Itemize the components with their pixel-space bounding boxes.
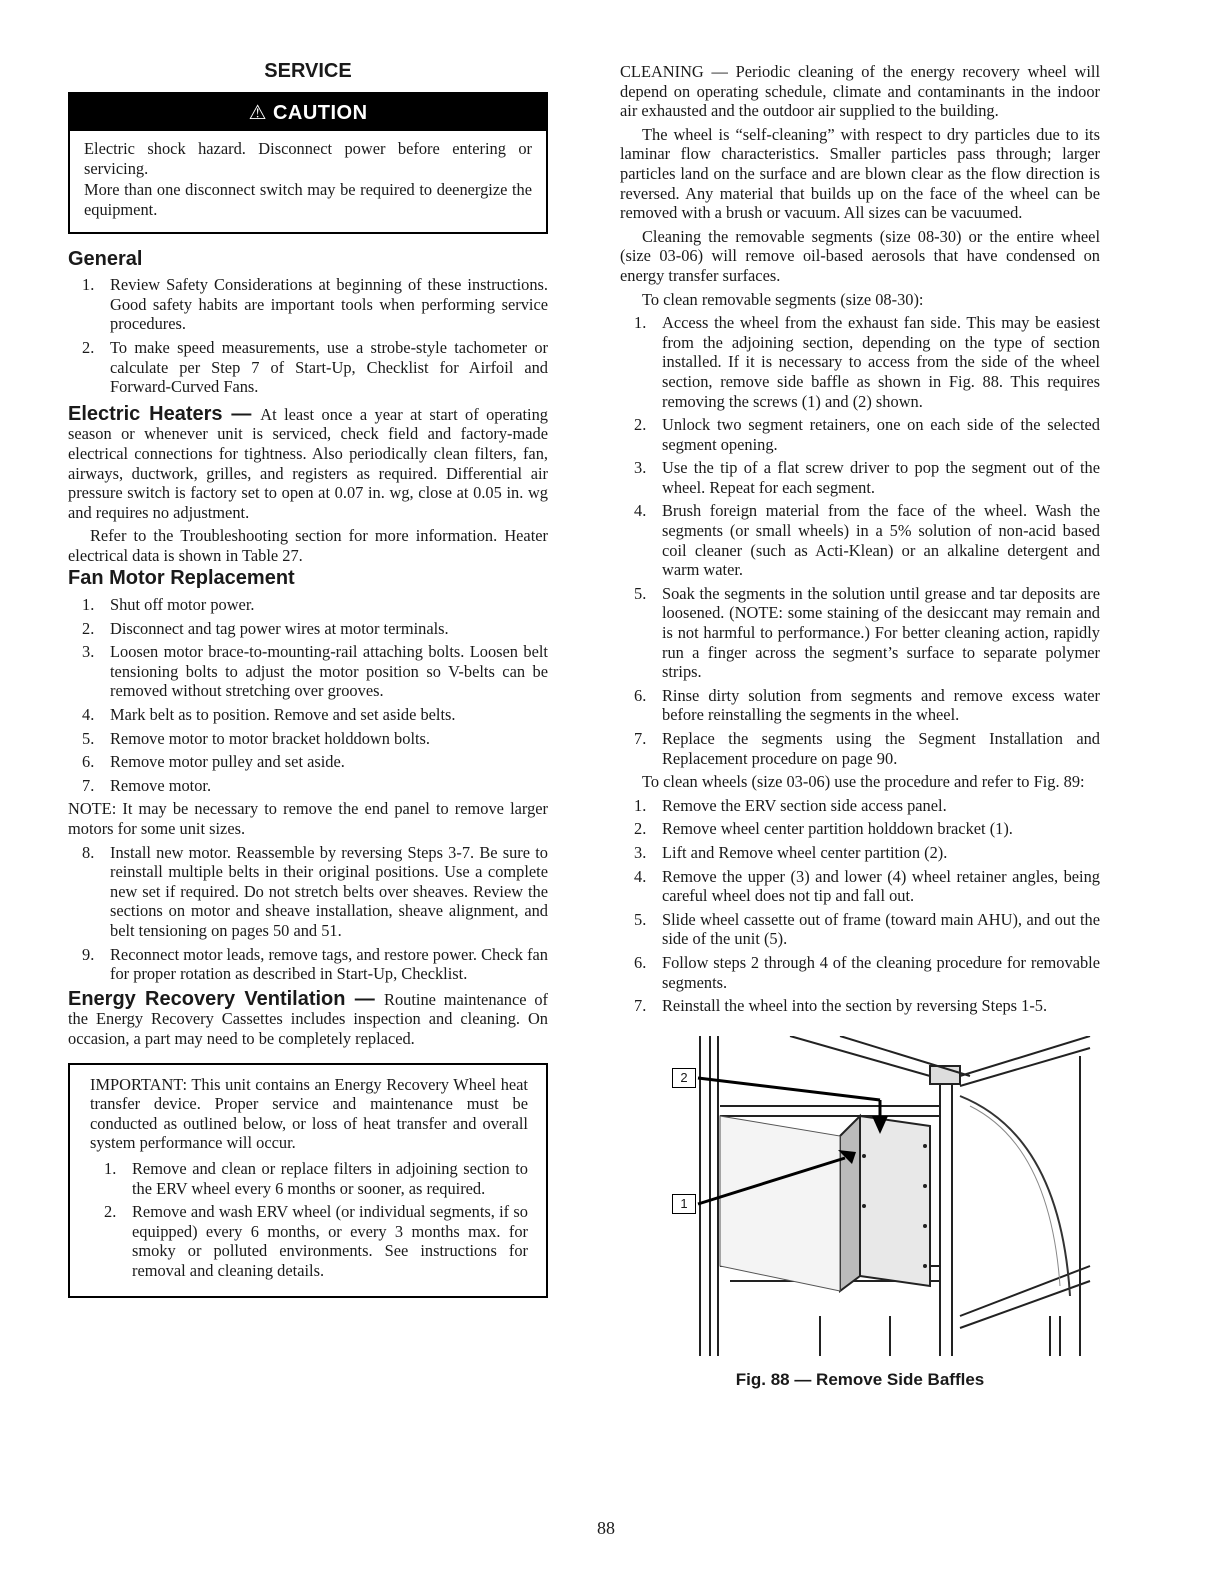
electric-heaters-heading: Electric Heaters xyxy=(68,402,223,425)
list-item: 5. Remove motor to motor bracket holddown bolts. xyxy=(82,728,431,748)
section-title: SERVICE xyxy=(264,60,352,82)
list-item: 2. Disconnect and tag power wires at motor terminals. xyxy=(82,618,449,638)
list-item: 1. Review Safety Considerations at beginning of these instructions. Good safety habits are important tools when performing service procedures. xyxy=(82,275,548,334)
list-item: 7. Replace the segments using the Segment Installation and Replacement procedure on page 90. xyxy=(634,729,1100,768)
wheels-intro: To clean wheels (size 03-06) use the procedure and refer to Fig. 89: xyxy=(642,772,1085,792)
list-item: 6. Remove motor pulley and set aside. xyxy=(82,752,345,772)
list-item: 9. Reconnect motor leads, remove tags, and restore power. Check fan for proper rotation as described in Start-Up, Checklist. xyxy=(82,944,548,984)
important-text: IMPORTANT: This unit contains an Energy Recovery Wheel heat transfer device. Proper service and maintenance must be conducted as outlined below, or loss of heat transfer and overall system performance will occur. xyxy=(90,1074,528,1153)
caution-line: More than one disconnect switch may be required to deenergize the equipment. xyxy=(84,180,532,219)
list-item: 1. Remove and clean or replace filters in adjoining section to the ERV wheel every 6 months or sooner, as required. xyxy=(104,1158,528,1198)
cleaning-paragraph: CLEANING — Periodic cleaning of the energy recovery wheel will depend on operating schedule, climate and contaminants in the indoor air exhausted and the outdoor air supplied to the building. xyxy=(620,62,1100,121)
caution-heading: ⚠ CAUTION xyxy=(70,94,546,132)
caution-box xyxy=(68,92,548,234)
list-item: 1. Access the wheel from the exhaust fan side. This may be easiest from the adjoining section, depending on the type of section installed. If it is necessary to access from the side of the wheel section, remove side baffle as shown in Fig. 88. This requires removing the screws (1) and (2) shown. xyxy=(634,313,1100,411)
list-item: 2. Unlock two segment retainers, one on each side of the selected segment opening. xyxy=(634,415,1100,454)
list-item: 6. Rinse dirty solution from segments and remove excess water before reinstalling the segments in the wheel. xyxy=(634,685,1100,725)
list-item: 7. Reinstall the wheel into the section by reversing Steps 1-5. xyxy=(634,996,1048,1016)
self-cleaning-paragraph: The wheel is “self-cleaning” with respect to dry particles due to its laminar flow characteristics. Smaller particles pass through; larger particles land on the surface and are blown clear as the flow direction is reversed. Any material that builds up on the face of the wheel can be removed with a brush or vacuum. All sizes can be vacuumed. xyxy=(620,124,1100,223)
list-item: 1. Remove the ERV section side access panel. xyxy=(634,795,947,815)
list-item: 4. Remove the upper (3) and lower (4) wheel retainer angles, being careful wheel does not tip and fall out. xyxy=(634,866,1100,906)
list-item: 5. Slide wheel cassette out of frame (toward main AHU), and out the side of the unit (5). xyxy=(634,909,1100,949)
important-list xyxy=(90,1159,528,1281)
segments-list xyxy=(620,313,1100,768)
list-item: 2. Remove and wash ERV wheel (or individual segments, if so equipped) every 6 months, or every 3 months max. for smoky or polluted environments. See instructions for removal and cleaning details. xyxy=(104,1202,528,1280)
erv-paragraph: Energy Recovery Ventilation — Routine maintenance of the Energy Recovery Cassettes includes inspection and cleaning. On occasion, a part may need to be completely replaced. xyxy=(68,987,548,1048)
list-item: 8. Install new motor. Reassemble by reversing Steps 3-7. Be sure to reinstall multiple belts in their original positions. Use a complete new set if required. Do not stretch belts over sheaves. Review the sections on motor and sheave installation, sheave alignment, and belt tensioning on pages 50 and 51. xyxy=(82,842,548,940)
list-item: 1. Shut off motor power. xyxy=(82,595,255,615)
list-item: 4. Brush foreign material from the face of the wheel. Wash the segments (or small wheels) in a 5% solution of non-acid based coil cleaner (such as Acti-Klean) or an alkaline detergent and warm water. xyxy=(634,501,1100,580)
fig-88-illustration xyxy=(640,1036,1092,1366)
important-box xyxy=(68,1063,548,1299)
page-number: 88 xyxy=(597,1518,615,1538)
side-baffle-drawing xyxy=(640,1036,1092,1366)
segment-cleaning-paragraph: Cleaning the removable segments (size 08-30) or the entire wheel (size 03-06) will remove oil-based aerosols that have condensed on energy transfer surfaces. xyxy=(620,226,1100,285)
heaters-reference: Refer to the Troubleshooting section for more information. Heater electrical data is shown in Table 27. xyxy=(68,526,548,565)
list-item: 4. Mark belt as to position. Remove and set aside belts. xyxy=(82,705,456,725)
caution-body xyxy=(70,131,546,231)
list-item: 2. To make speed measurements, use a strobe-style tachometer or calculate per Step 7 of Start-Up, Checklist for Airfoil and Forward-Curved Fans. xyxy=(82,337,548,397)
figure-caption: Fig. 88 — Remove Side Baffles xyxy=(735,1369,985,1389)
list-item: 6. Follow steps 2 through 4 of the cleaning procedure for removable segments. xyxy=(634,952,1100,992)
list-item: 2. Remove wheel center partition holddown bracket (1). xyxy=(634,819,1013,839)
left-column xyxy=(68,62,548,1298)
wheels-list xyxy=(620,796,1100,1016)
fan-motor-heading: Fan Motor Replacement xyxy=(68,567,295,590)
callout-2: 2 xyxy=(672,1068,696,1088)
fan-motor-note: NOTE: It may be necessary to remove the end panel to remove larger motors for some unit sizes. xyxy=(68,799,548,838)
right-column xyxy=(620,62,1100,1389)
general-list xyxy=(68,275,548,397)
list-item: 3. Lift and Remove wheel center partition (2). xyxy=(634,842,948,862)
electric-heaters-paragraph: Electric Heaters — At least once a year at start of operating season or whenever unit is serviced, check field and factory-made electrical connections for tightness. Also periodically clean filters, fan, airways, ductwork, grilles, and registers as required. Differential air pressure switch is factory set to open at 0.07 in. wg, close at 0.05 in. wg and requires no adjustment. xyxy=(68,402,548,522)
fan-motor-list xyxy=(68,595,548,795)
segments-intro: To clean removable segments (size 08-30): xyxy=(642,289,924,309)
fan-motor-list-continued xyxy=(68,843,548,984)
list-item: 7. Remove motor. xyxy=(82,775,212,795)
list-item: 3. Use the tip of a flat screw driver to pop the segment out of the wheel. Repeat for each segment. xyxy=(634,458,1100,497)
list-item: 5. Soak the segments in the solution until grease and tar deposits are loosened. (NOTE: some staining of the desiccant may remain and is not harmful to performance.) For better cleaning action, rapidly run a finger across the segment’s surface to separate polymer strips. xyxy=(634,583,1100,682)
erv-heading: Energy Recovery Ventilation xyxy=(68,987,346,1010)
general-heading: General xyxy=(68,247,143,270)
caution-line: Electric shock hazard. Disconnect power before entering or servicing. xyxy=(84,139,532,178)
list-item: 3. Loosen motor brace-to-mounting-rail attaching bolts. Loosen belt tensioning bolts to adjust the motor position so V-belts can be removed without stretching over grooves. xyxy=(82,642,548,701)
callout-1: 1 xyxy=(672,1194,696,1214)
